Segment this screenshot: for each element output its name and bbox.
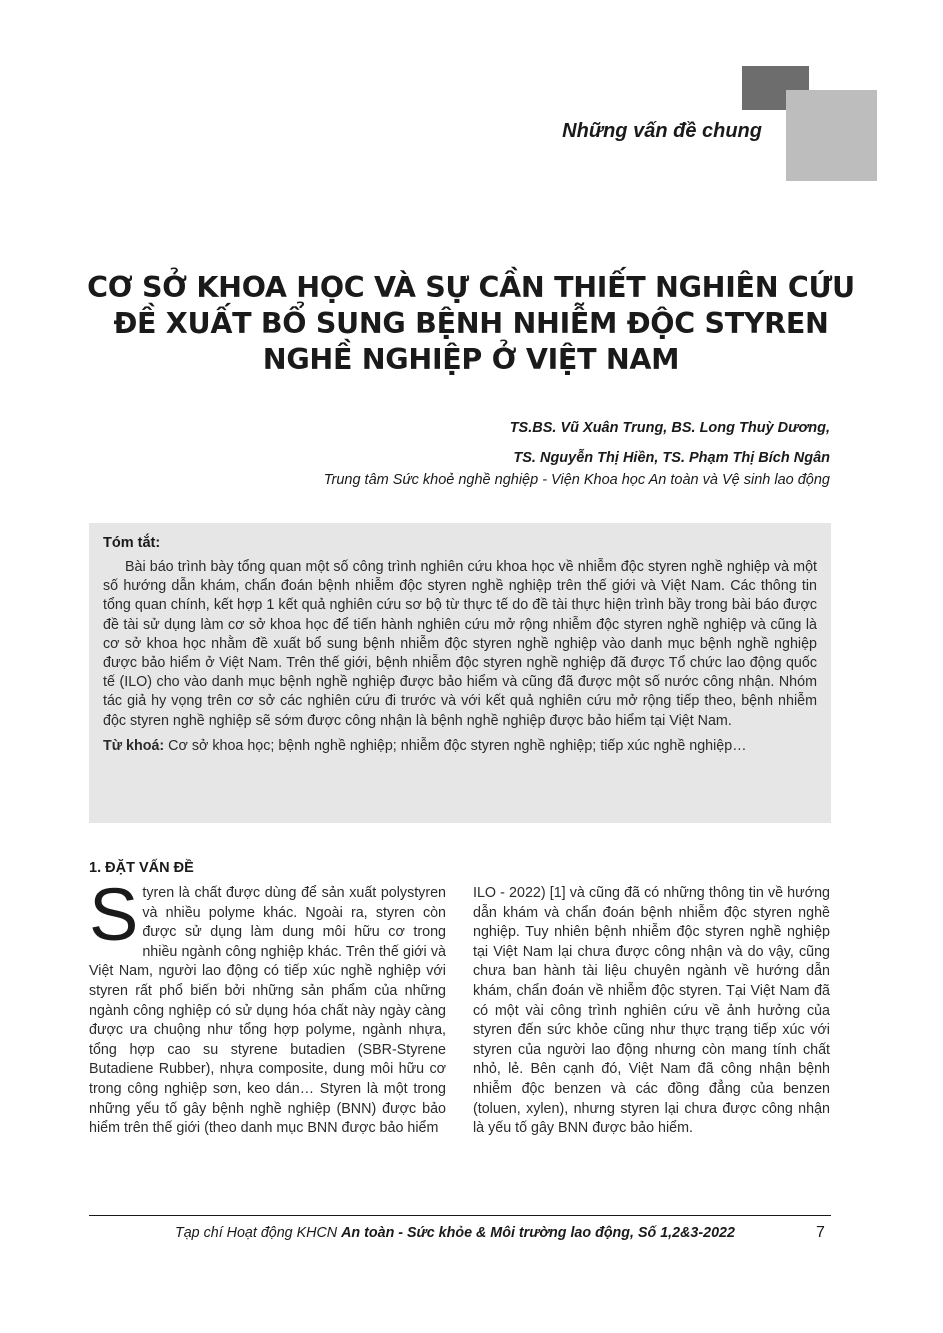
authors (510, 413, 830, 473)
section-label: Những vấn đề chung (562, 120, 762, 142)
footer-divider (89, 1215, 831, 1216)
header-decor-light-box (786, 90, 877, 181)
body-text-left: tyren là chất được dùng để sản xuất polystyren và nhiều polyme khác. Ngoài ra, styren còn được sử dụng làm dung môi hữu cơ trong nhiều ngành công nghiệp khác. Trên thế giới và Việt Nam, người lao động có tiếp xúc nghề nghiệp với styren rất phổ biến bởi những sản phẩm của những ngành công nghiệp có sử dụng hóa chất này ngày càng được ưa chuộng như tổng hợp polyme, ngành nhựa, tổng hợp cao su styrene butadien (SBR-Styrene Butadiene Rubber), nhựa composite, dung môi hữu cơ trong công nghiệp sơn, keo dán… Styren là một trong những yếu tố gây bệnh nghề nghiệp (BNN) được bảo hiểm trên thế giới (theo danh mục BNN được bảo hiểm (89, 885, 446, 1137)
keywords (103, 738, 817, 754)
abstract-heading: Tóm tắt: (103, 535, 161, 551)
keywords-label: Từ khoá: (103, 737, 165, 754)
title-line: NGHỀ NGHIỆP Ở VIỆT NAM (262, 343, 680, 376)
page-number: 7 (816, 1224, 825, 1241)
authors-line: TS.BS. Vũ Xuân Trung, BS. Long Thuỳ Dương, (509, 420, 830, 436)
title-line: ĐỀ XUẤT BỔ SUNG BỆNH NHIỄM ĐỘC STYREN (113, 307, 829, 340)
authors-line: TS. Nguyễn Thị Hiền, TS. Phạm Thị Bích Ngân (513, 450, 830, 466)
drop-cap: S (89, 873, 139, 956)
title-line: CƠ SỞ KHOA HỌC VÀ SỰ CẦN THIẾT NGHIÊN CỨU (87, 271, 855, 304)
body-column-right: ILO - 2022) [1] và cũng đã có những thông tin về hướng dẫn khám và chẩn đoán bệnh nhiễm độc styren nghề nghiệp. Tuy nhiên bệnh nhiễm độc styren nghề nghiệp tại Việt Nam lại chưa được công nhận và do vậy, cũng chưa ban hành tài liệu chuyên ngành về hướng dẫn khám, chẩn đoán về nhiễm độc styren. Tại Việt Nam đã có một vài công trình nghiên cứu về ảnh hưởng của styren đến sức khỏe cũng như thực trạng tiếp xúc với styren của người lao động nhưng còn mang tính chất nhỏ, lẻ. Bên cạnh đó, Việt Nam đã công nhận bệnh nhiễm độc benzen và các đồng đẳng của benzen (toluen, xylen), nhưng styren lại chưa được công nhận là yếu tố gây BNN được bảo hiểm. (473, 885, 830, 1137)
journal-prefix: Tạp chí Hoạt động KHCN (175, 1225, 342, 1241)
body-column-left (89, 873, 446, 1139)
article-title (80, 270, 862, 378)
journal-footer (175, 1225, 735, 1241)
journal-name: An toàn - Sức khỏe & Môi trường lao động, Số 1,2&3-2022 (341, 1225, 735, 1241)
section-heading: 1. ĐẶT VẤN ĐỀ (89, 860, 194, 876)
keywords-text: Cơ sở khoa học; bệnh nghề nghiệp; nhiễm độc styren nghề nghiệp; tiếp xúc nghề nghiệp… (164, 737, 747, 754)
abstract-body: Bài báo trình bày tổng quan một số công trình nghiên cứu khoa học về nhiễm độc styren nghề nghiệp và một số hướng dẫn khám, chẩn đoán bệnh nhiễm độc styren nghề nghiệp trên thế giới và Việt Nam. Các thông tin tổng quan chính, kết hợp 1 kết quả nghiên cứu sơ bộ từ thực tế do đề tài thực hiện trình bầy trong bài báo được đề tài sử dụng làm cơ sở khoa học để tiến hành nghiên cứu mở rộng nhiễm độc styren nghề nghiệp và cũng là cơ sở khoa học nhằm đề xuất bổ sung bệnh nhiễm độc styren nghề nghiệp vào danh mục bệnh nghề nghiệp được bảo hiểm ở Việt Nam. Trên thế giới, bệnh nhiễm độc styren nghề nghiệp đã được Tổ chức lao động quốc tế (ILO) cho vào danh mục bệnh nghề nghiệp được bảo hiểm và cũng đã được một số nước công nhận. Nhóm tác giả hy vọng trên cơ sở các nghiên cứu đi trước và với kết quả nghiên cứu mở rộng tiếp theo, bệnh nhiễm độc styren nghề nghiệp sẽ sớm được công nhận là bệnh nghề nghiệp được bảo hiểm tại Việt Nam. (103, 559, 817, 729)
abstract-box (89, 523, 831, 823)
affiliation: Trung tâm Sức khoẻ nghề nghiệp - Viện Khoa học An toàn và Vệ sinh lao động (323, 472, 830, 488)
